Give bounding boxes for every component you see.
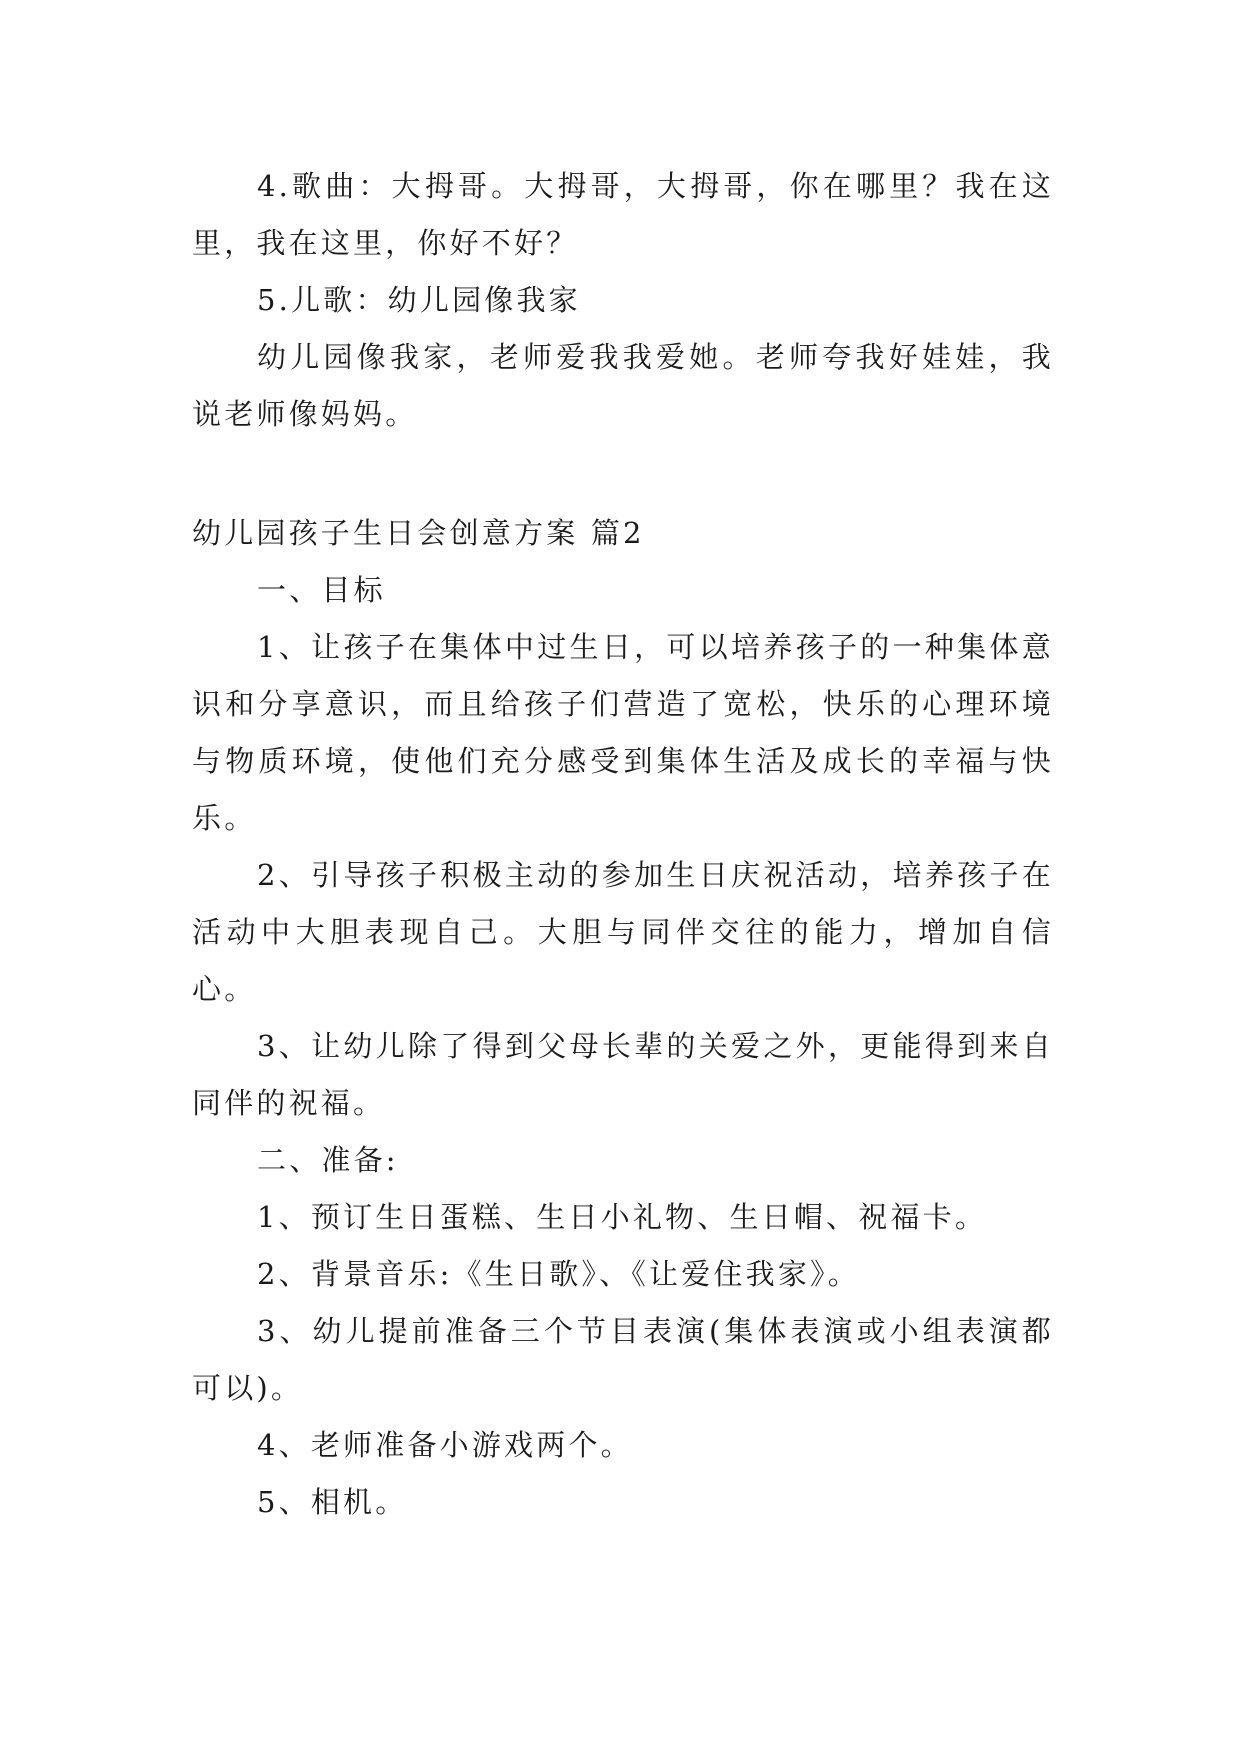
goal-item-2: 2、引导孩子积极主动的参加生日庆祝活动，培养孩子在活动中大胆表现自己。大胆与同伴交往的能力，增加自信心。	[192, 858, 1054, 1006]
prep-item-3: 3、幼儿提前准备三个节目表演(集体表演或小组表演都可以)。	[192, 1314, 1054, 1405]
paragraph-rhyme-title: 5.儿歌：幼儿园像我家	[257, 283, 581, 317]
heading-preparation: 二、准备:	[257, 1143, 399, 1177]
prep-item-4: 4、老师准备小游戏两个。	[257, 1428, 633, 1462]
document-body	[192, 158, 1054, 1531]
prep-item-5: 5、相机。	[257, 1485, 408, 1519]
goal-item-3: 3、让幼儿除了得到父母长辈的关爱之外，更能得到来自同伴的祝福。	[192, 1029, 1054, 1120]
paragraph-rhyme-text: 幼儿园像我家，老师爱我我爱她。老师夸我好娃娃，我说老师像妈妈。	[192, 340, 1054, 431]
goal-item-1: 1、让孩子在集体中过生日，可以培养孩子的一种集体意识和分享意识，而且给孩子们营造了宽松，快乐的心理环境与物质环境，使他们充分感受到集体生活及成长的幸福与快乐。	[192, 630, 1054, 835]
section-title: 幼儿园孩子生日会创意方案 篇2	[192, 516, 645, 550]
prep-item-2: 2、背景音乐:《生日歌》、《让爱住我家》。	[257, 1257, 860, 1291]
heading-goals: 一、目标	[257, 573, 386, 607]
prep-item-1: 1、预订生日蛋糕、生日小礼物、生日帽、祝福卡。	[257, 1200, 988, 1234]
paragraph-song: 4.歌曲：大拇哥。大拇哥，大拇哥，你在哪里？我在这里，我在这里，你好不好？	[192, 169, 1054, 260]
section-gap	[192, 443, 1054, 505]
